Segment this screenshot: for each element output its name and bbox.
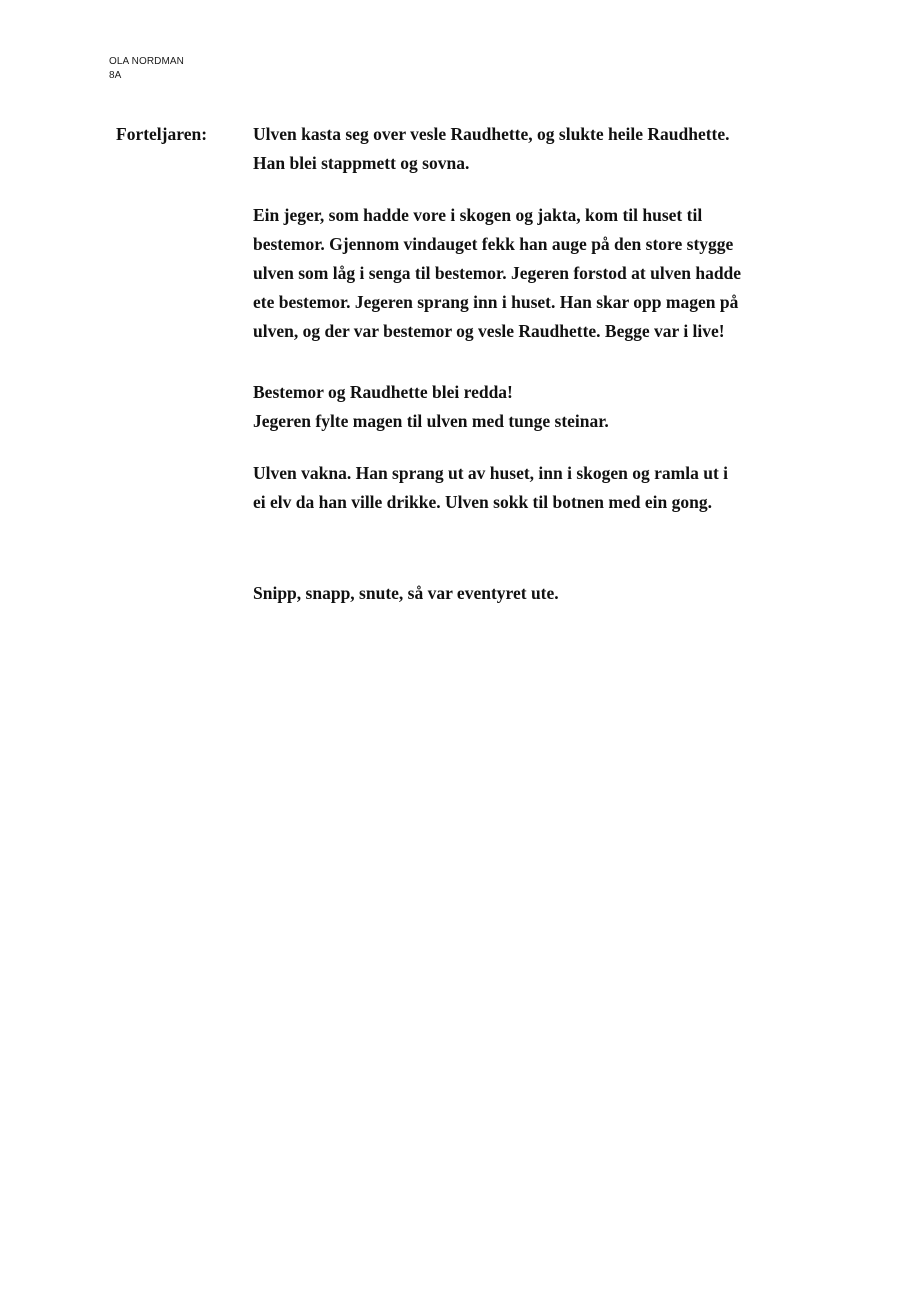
text-line: ei elv da han ville drikke. Ulven sokk til botnen med ein gong. [253,492,712,512]
text-line: bestemor. Gjennom vindauget fekk han auge på den store stygge [253,234,734,254]
paragraph-1 [253,120,833,178]
class-label: 8A [109,70,122,81]
text-line: Han blei stappmett og sovna. [253,153,470,173]
paragraph-5-closing [253,579,833,608]
text-line: Bestemor og Raudhette blei redda! [253,382,513,402]
narration-body [253,120,833,608]
text-line: Ulven kasta seg over vesle Raudhette, og slukte heile Raudhette. [253,124,730,144]
paragraph-4 [253,459,833,517]
text-line: Ulven vakna. Han sprang ut av huset, inn i skogen og ramla ut i [253,463,729,483]
author-name: OLA NORDMAN [109,56,185,67]
paragraph-2 [253,201,833,346]
text-line: ete bestemor. Jegeren sprang inn i huset. Han skar opp magen på [253,292,739,312]
text-line: ulven som låg i senga til bestemor. Jegeren forstod at ulven hadde [253,263,742,283]
text-line: Ein jeger, som hadde vore i skogen og jakta, kom til huset til [253,205,703,225]
text-line: Snipp, snapp, snute, så var eventyret ute. [253,583,559,603]
paragraph-3 [253,378,833,436]
speaker-label: Forteljaren: [116,124,208,144]
text-line: Jegeren fylte magen til ulven med tunge steinar. [253,411,609,431]
document-header [109,55,184,83]
text-line: ulven, og der var bestemor og vesle Raudhette. Begge var i live! [253,321,725,341]
